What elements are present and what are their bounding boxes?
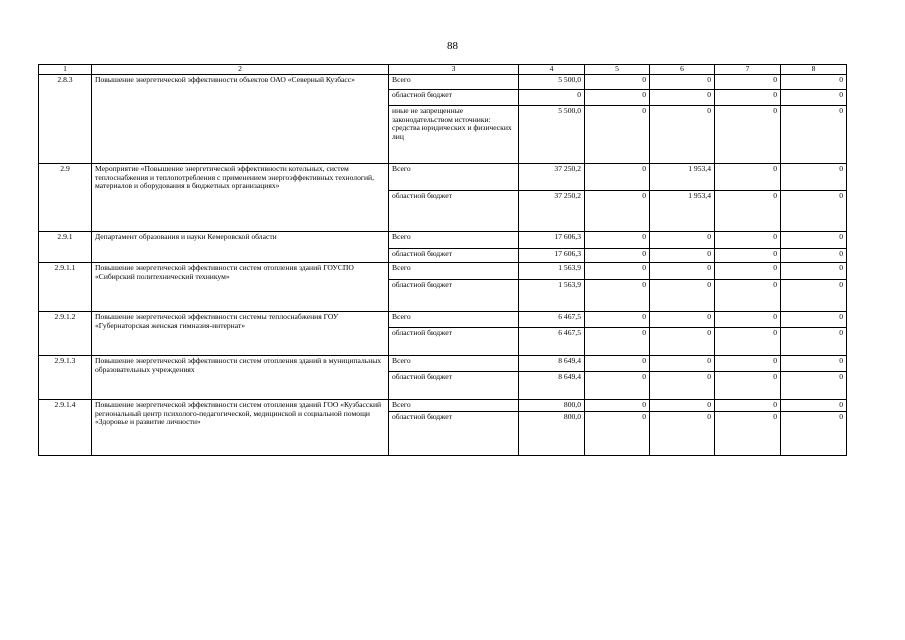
value-cell: 0 (585, 75, 650, 90)
funding-source: Всего (389, 164, 519, 191)
row-number: 2.9 (39, 164, 92, 232)
value-cell: 17 606,3 (519, 249, 585, 263)
value-cell: 0 (715, 280, 781, 312)
column-header: 8 (781, 65, 847, 75)
funding-source: Всего (389, 312, 519, 328)
value-cell: 1 953,4 (650, 191, 715, 232)
value-cell: 0 (781, 400, 847, 412)
value-cell: 0 (585, 412, 650, 456)
funding-source: Всего (389, 400, 519, 412)
value-cell: 0 (585, 106, 650, 164)
value-cell: 0 (650, 232, 715, 249)
value-cell: 37 250,2 (519, 191, 585, 232)
value-cell: 1 563,9 (519, 280, 585, 312)
value-cell: 0 (585, 312, 650, 328)
table-row (39, 232, 847, 249)
value-cell: 0 (650, 106, 715, 164)
value-cell: 0 (650, 75, 715, 90)
value-cell: 1 953,4 (650, 164, 715, 191)
value-cell: 0 (585, 356, 650, 372)
row-number: 2.9.1.4 (39, 400, 92, 456)
column-header: 7 (715, 65, 781, 75)
value-cell: 0 (650, 400, 715, 412)
row-name: Повышение энергетической эффективности объектов ОАО «Северный Кузбасс» (92, 75, 389, 164)
table-row (39, 356, 847, 372)
value-cell: 6 467,5 (519, 328, 585, 356)
column-header: 3 (389, 65, 519, 75)
table-row (39, 164, 847, 191)
funding-source: областной бюджет (389, 328, 519, 356)
value-cell: 0 (781, 75, 847, 90)
value-cell: 0 (781, 106, 847, 164)
row-name: Департамент образования и науки Кемеровской области (92, 232, 389, 263)
value-cell: 0 (650, 356, 715, 372)
value-cell: 0 (715, 90, 781, 106)
value-cell: 0 (715, 232, 781, 249)
value-cell: 0 (650, 372, 715, 400)
funding-source: Всего (389, 356, 519, 372)
row-number: 2.9.1.3 (39, 356, 92, 400)
value-cell: 0 (585, 400, 650, 412)
value-cell: 0 (650, 280, 715, 312)
value-cell: 0 (585, 232, 650, 249)
value-cell: 0 (585, 164, 650, 191)
value-cell: 0 (585, 372, 650, 400)
value-cell: 0 (781, 164, 847, 191)
funding-source: областной бюджет (389, 249, 519, 263)
row-number: 2.9.1 (39, 232, 92, 263)
row-name: Повышение энергетической эффективности систем отопления зданий в муниципальных образовательных учреждениях (92, 356, 389, 400)
value-cell: 17 606,3 (519, 232, 585, 249)
value-cell: 0 (650, 263, 715, 280)
value-cell: 1 563,9 (519, 263, 585, 280)
column-number-row (39, 65, 847, 75)
funding-source: областной бюджет (389, 191, 519, 232)
value-cell: 0 (781, 328, 847, 356)
value-cell: 0 (715, 412, 781, 456)
value-cell: 0 (781, 372, 847, 400)
value-cell: 0 (715, 75, 781, 90)
value-cell: 5 500,0 (519, 75, 585, 90)
value-cell: 8 649,4 (519, 372, 585, 400)
table-row (39, 312, 847, 328)
value-cell: 0 (585, 249, 650, 263)
value-cell: 0 (781, 280, 847, 312)
value-cell: 0 (715, 328, 781, 356)
row-name: Повышение энергетической эффективности систем отопления зданий ГОО «Кузбасский региональный центр психолого-педагогической, медицинской и социальной помощи «Здоровье и развитие личности» (92, 400, 389, 456)
funding-source: областной бюджет (389, 372, 519, 400)
value-cell: 0 (650, 328, 715, 356)
value-cell: 0 (781, 312, 847, 328)
funding-source: Всего (389, 75, 519, 90)
value-cell: 5 500,0 (519, 106, 585, 164)
value-cell: 37 250,2 (519, 164, 585, 191)
column-header: 4 (519, 65, 585, 75)
value-cell: 0 (781, 90, 847, 106)
funding-source: областной бюджет (389, 412, 519, 456)
value-cell: 0 (781, 249, 847, 263)
funding-source: иные не запрещенные законодательством источники: средства юридических и физических лиц (389, 106, 519, 164)
funding-source: Всего (389, 263, 519, 280)
value-cell: 800,0 (519, 400, 585, 412)
value-cell: 0 (715, 249, 781, 263)
value-cell: 0 (715, 263, 781, 280)
column-header: 5 (585, 65, 650, 75)
row-number: 2.8.3 (39, 75, 92, 164)
value-cell: 0 (650, 312, 715, 328)
value-cell: 0 (650, 90, 715, 106)
value-cell: 0 (715, 191, 781, 232)
table-row (39, 400, 847, 412)
value-cell: 0 (781, 356, 847, 372)
value-cell: 0 (781, 412, 847, 456)
funding-source: областной бюджет (389, 280, 519, 312)
value-cell: 6 467,5 (519, 312, 585, 328)
row-number: 2.9.1.2 (39, 312, 92, 356)
value-cell: 0 (715, 356, 781, 372)
value-cell: 0 (519, 90, 585, 106)
value-cell: 0 (585, 280, 650, 312)
value-cell: 0 (650, 249, 715, 263)
table-row (39, 75, 847, 90)
value-cell: 0 (715, 164, 781, 191)
value-cell: 0 (650, 412, 715, 456)
row-number: 2.9.1.1 (39, 263, 92, 312)
budget-table (38, 64, 847, 456)
column-header: 1 (39, 65, 92, 75)
value-cell: 0 (715, 372, 781, 400)
value-cell: 0 (781, 232, 847, 249)
value-cell: 800,0 (519, 412, 585, 456)
row-name: Мероприятие «Повышение энергетической эффективности котельных, систем теплоснабжения и теплопотребления с применением энергоэффективных технологий, материалов и оборудования в бюджетных организациях» (92, 164, 389, 232)
funding-source: Всего (389, 232, 519, 249)
funding-source: областной бюджет (389, 90, 519, 106)
value-cell: 0 (715, 400, 781, 412)
value-cell: 0 (585, 191, 650, 232)
value-cell: 8 649,4 (519, 356, 585, 372)
value-cell: 0 (715, 312, 781, 328)
value-cell: 0 (585, 328, 650, 356)
value-cell: 0 (585, 263, 650, 280)
value-cell: 0 (781, 263, 847, 280)
value-cell: 0 (781, 191, 847, 232)
value-cell: 0 (585, 90, 650, 106)
row-name: Повышение энергетической эффективности систем отопления зданий ГОУСПО «Сибирский политехнический техникум» (92, 263, 389, 312)
value-cell: 0 (715, 106, 781, 164)
page-number: 88 (447, 40, 458, 52)
column-header: 6 (650, 65, 715, 75)
table-row (39, 263, 847, 280)
column-header: 2 (92, 65, 389, 75)
row-name: Повышение энергетической эффективности системы теплоснабжения ГОУ «Губернаторская женская гимназия-интернат» (92, 312, 389, 356)
